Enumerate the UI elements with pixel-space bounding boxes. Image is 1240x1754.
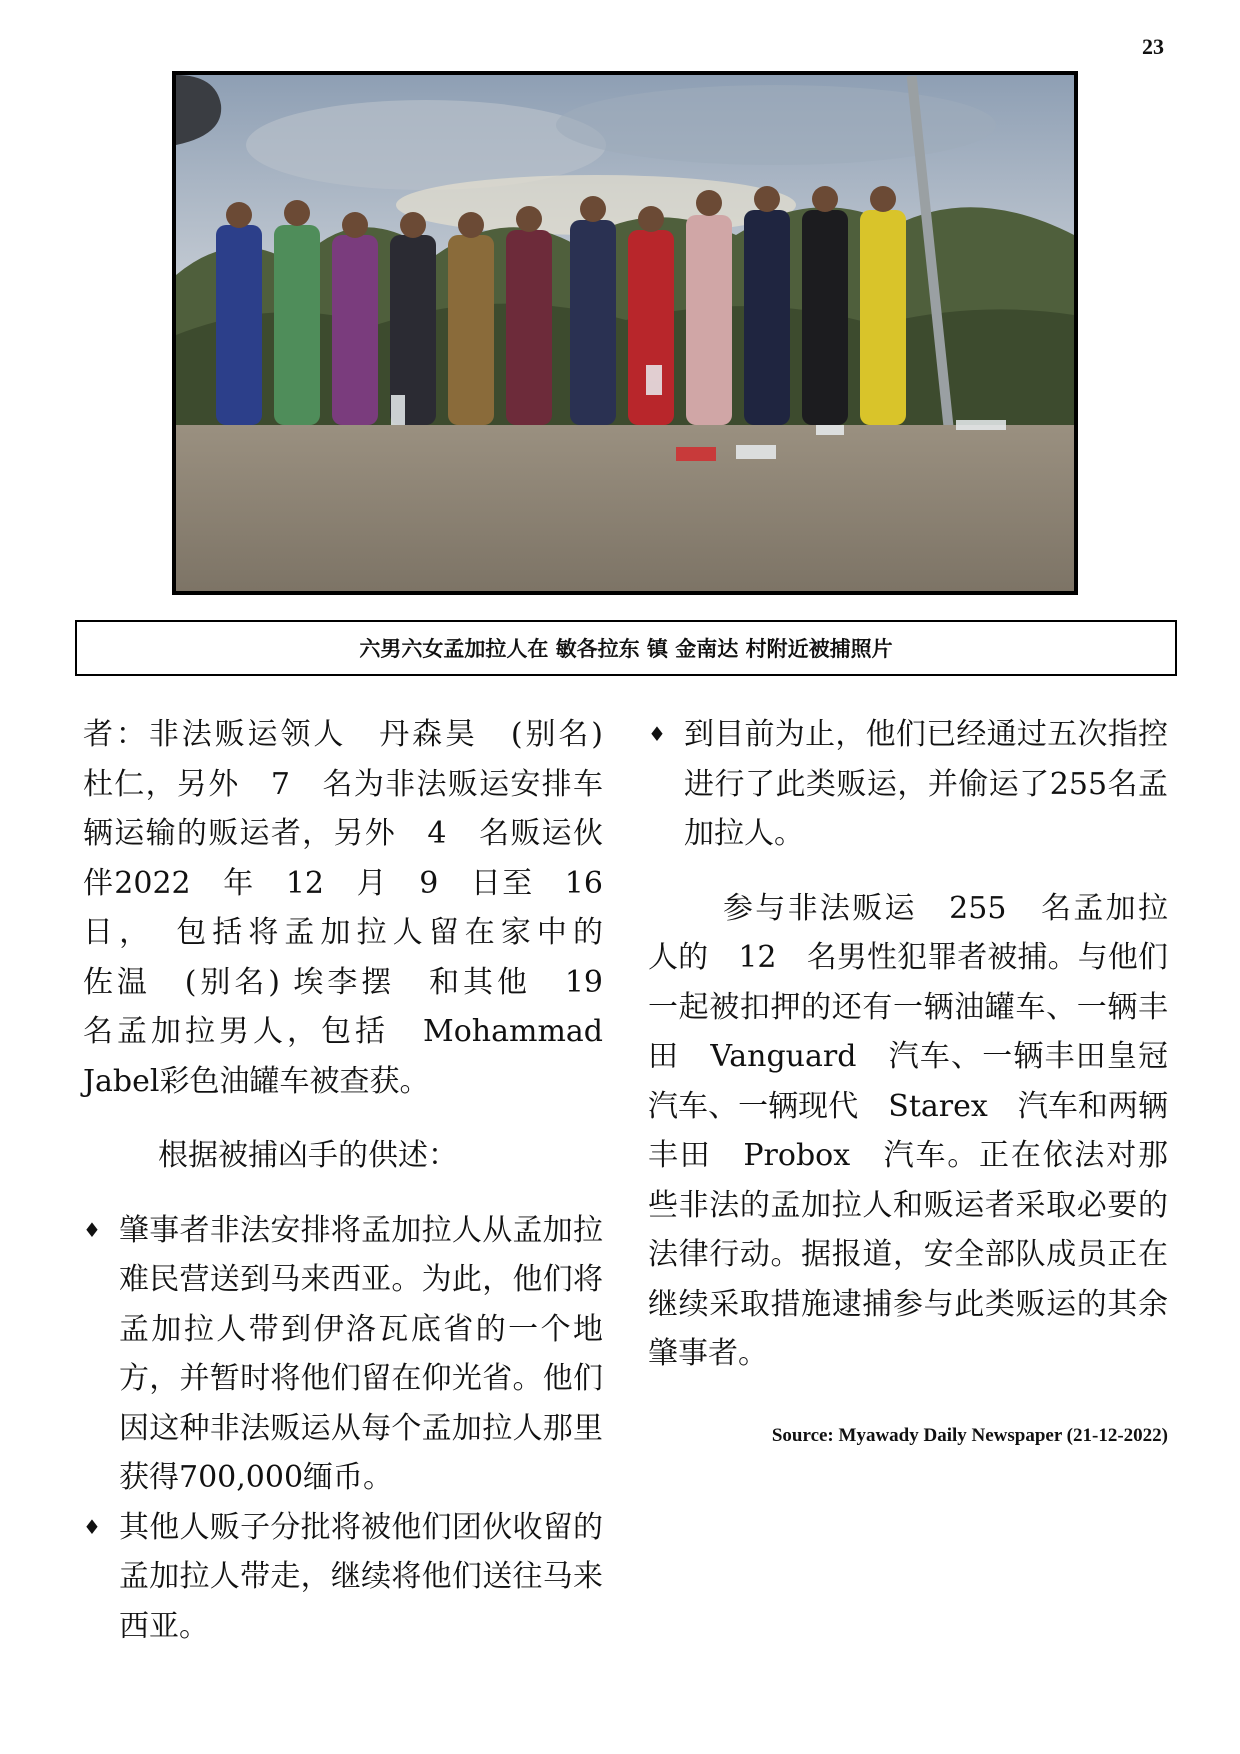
diamond-bullet-icon: ♦: [83, 1217, 101, 1242]
right-column: [648, 710, 1168, 1379]
bullet-item: [83, 1206, 603, 1503]
diamond-bullet-icon: ♦: [83, 1514, 101, 1539]
bullet-text: 其他人贩子分批将被他们团伙收留的孟加拉人带走，继续将他们送往马来西亚。: [119, 1509, 603, 1644]
bullet-text: 肇事者非法安排将孟加拉人从孟加拉难民营送到马来西亚。为此，他们将孟加拉人带到伊洛瓦底省的一个地方，并暂时将他们留在仰光省。他们因这种非法贩运从每个孟加拉人那里获得700,000缅币。: [119, 1212, 603, 1495]
photo-caption: 六男六女孟加拉人在 敏各拉东 镇 金南达 村附近被捕照片: [75, 620, 1177, 676]
page-number: 23: [1142, 34, 1164, 59]
source-citation: Source: Myawady Daily Newspaper (21-12-2022): [771, 1425, 1168, 1446]
bullet-item: [83, 1503, 603, 1652]
body-paragraph: 参与非法贩运 255 名孟加拉人的 12 名男性犯罪者被捕。与他们一起被扣押的还有一辆油罐车、一辆丰田 Vanguard 汽车、一辆丰田皇冠汽车、一辆现代 Starex 汽车和两辆丰田 Probox 汽车。正在依法对那些非法的孟加拉人和贩运者采取必要的法律行动。据报道，安全部队成员正在继续采取措施逮捕参与此类贩运的其余肇事者。: [648, 890, 1168, 1371]
bullet-text: 到目前为止，他们已经通过五次指控进行了此类贩运，并偷运了255名孟加拉人。: [684, 717, 1168, 851]
body-paragraph: 根据被捕凶手的供述：: [158, 1138, 458, 1173]
diamond-bullet-icon: ♦: [648, 722, 666, 746]
group-photo-illustration: [176, 75, 1074, 591]
body-paragraph: 者：非法贩运领人 丹森昊 (别名) 杜仁，另外 7 名为非法贩运安排车辆运输的贩运者，另外 4 名贩运伙伴2022 年 12 月 9 日至 16 日， 包括将孟加拉人留在家中的 佐温 (别名) 埃李摆 和其他 19 名孟加拉男人，包括 Mohammad Jabel彩色油罐车被查获。: [83, 717, 663, 1099]
bullet-item: [648, 710, 1168, 859]
left-column: [83, 710, 663, 1651]
news-photo: [172, 71, 1078, 595]
